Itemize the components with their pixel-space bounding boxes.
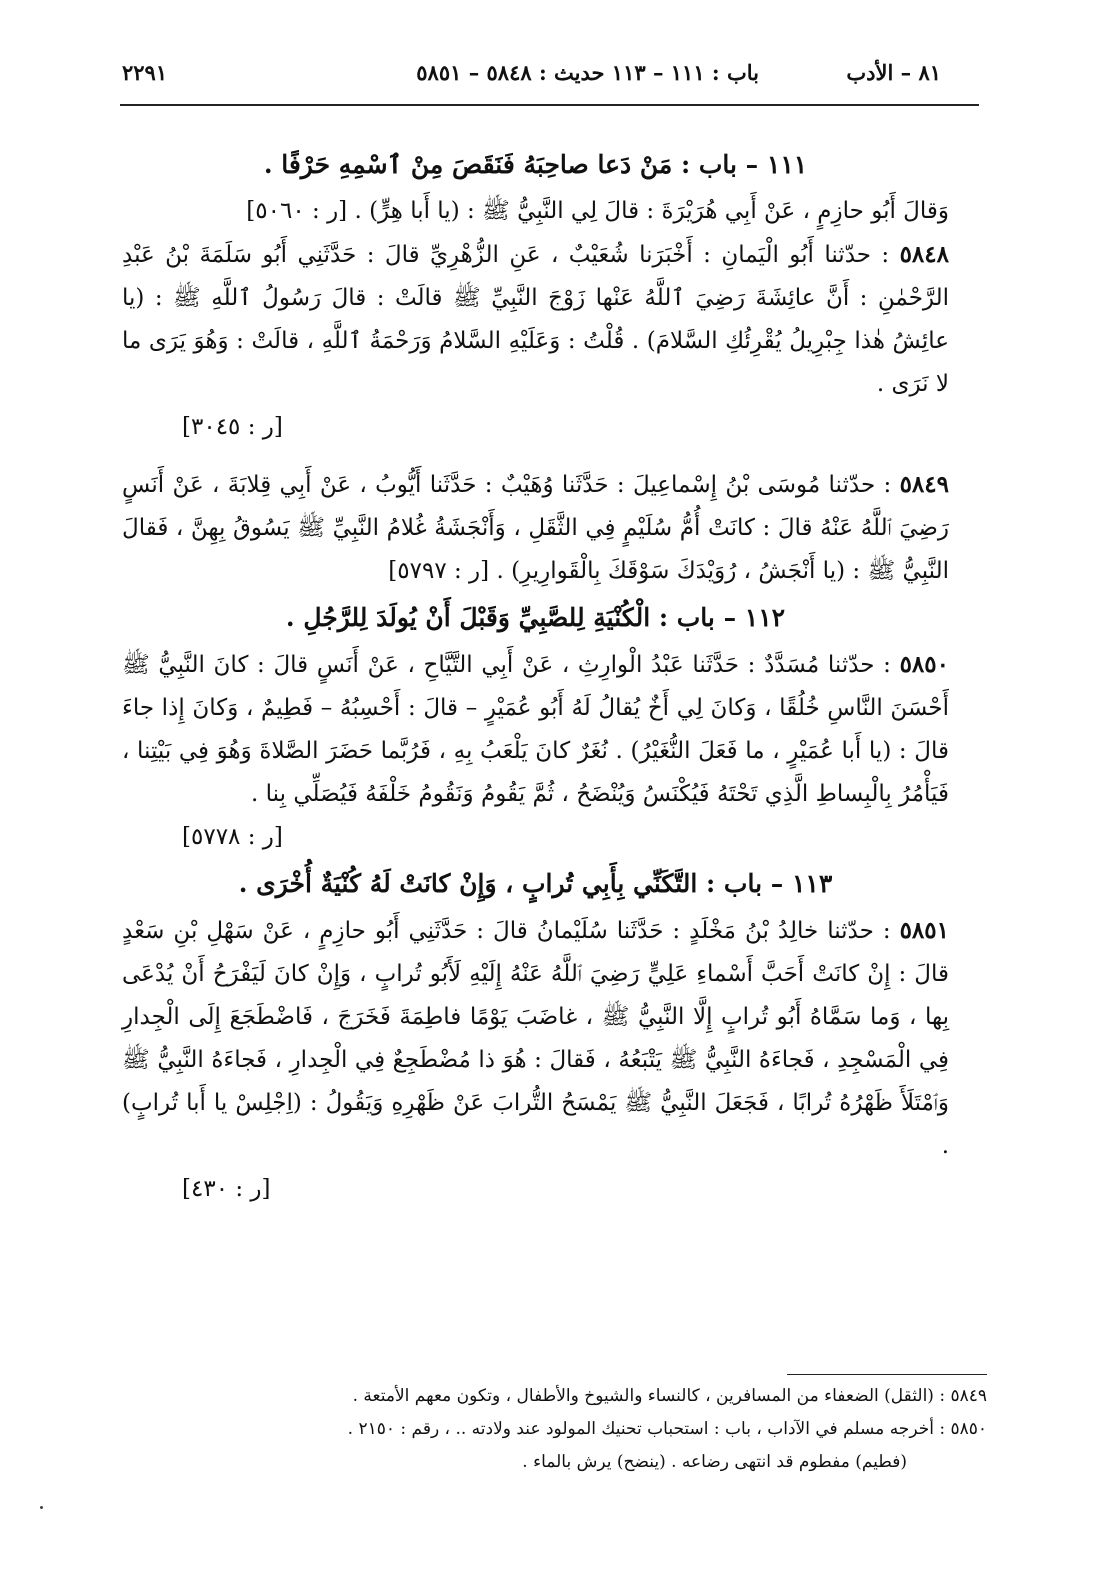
scan-speck [40, 1506, 43, 1509]
chapter-title-112: ١١٢ – باب : الْكُنْيَةِ لِلصَّبِيِّ وَقَبْلَ أَنْ يُولَدَ لِلرَّجُلِ . [285, 603, 786, 632]
chapter-intro-111: وَقالَ أَبُو حازِمٍ ، عَنْ أَبِي هُرَيْرَةَ : قالَ لِي النَّبِيُّ ﷺ : (يا أَبا هِرٍّ) . [ر : ٥٠٦٠] [246, 198, 949, 224]
header-divider [120, 104, 979, 106]
hadith-number: ٥٨٥١ [899, 917, 949, 944]
hadith-text: : حدّثنا خالِدُ بْنُ مَخْلَدٍ : حَدَّثَنا سُلَيْمانُ قالَ : حَدَّثَنِي أَبُو حازِمٍ ، عَنْ سَهْلِ بْنِ سَعْدٍ قالَ : إِنْ كانَتْ أَحَبَّ أَسْماءِ عَلِيٍّ رَضِيَ ٱللَّهُ عَنْهُ إِلَيْهِ لَأَبُو تُرابٍ ، وَإِنْ كانَ لَيَفْرَحُ أَنْ يُدْعَى بِها ، وَما سَمَّاهُ أَبُو تُرابٍ إِلَّا النَّبِيُّ ﷺ ، غاضَبَ يَوْمًا فاطِمَةَ فَخَرَجَ ، فَاضْطَجَعَ إِلَى الْجِدارِ فِي الْمَسْجِدِ ، فَجاءَهُ النَّبِيُّ ﷺ يَتْبَعُهُ ، فَقالَ : هُوَ ذا مُضْطَجِعٌ فِي الْجِدارِ ، فَجاءَهُ النَّبِيُّ ﷺ وَٱمْتَلَأَ ظَهْرُهُ تُرابًا ، فَجَعَلَ النَّبِيُّ ﷺ يَمْسَحُ التُّرابَ عَنْ ظَهْرِهِ وَيَقُولُ : (اِجْلِسْ يا أَبا تُرابٍ) . [122, 918, 949, 1159]
hadith-text: : حدّثنا أَبُو الْيَمانِ : أَخْبَرَنا شُعَيْبٌ ، عَنِ الزُّهْرِيِّ قالَ : حَدَّثَنِي أَبُو سَلَمَةَ بْنُ عَبْدِ الرَّحْمٰنِ : أَنَّ عائِشَةَ رَضِيَ ٱللَّهُ عَنْها زَوْجَ النَّبِيِّ ﷺ قالَتْ : قالَ رَسُولُ ٱللَّهِ ﷺ : (يا عائِشُ هٰذا جِبْرِيلُ يُقْرِئُكِ السَّلامَ) . قُلْتُ : وَعَلَيْهِ السَّلامُ وَرَحْمَةُ ٱللَّهِ ، قالَتْ : وَهُوَ يَرَى ما لا نَرَى . [122, 242, 949, 397]
hadith-reference: [ر : ٣٠٤٥] [182, 414, 283, 440]
hadith-reference: [ر : ٥٧٩٧] [388, 558, 490, 584]
hadith-5850 [122, 643, 949, 816]
chapter-title-111: ١١١ – باب : مَنْ دَعا صاحِبَهُ فَنَقَصَ مِنْ ٱسْمِهِ حَرْفًا . [263, 150, 808, 179]
hadith-reference: [ر : ٥٧٧٨] [182, 824, 283, 850]
chapter-title-113: ١١٣ – باب : التَّكَنِّي بِأَبِي تُرابٍ ، وَإِنْ كانَتْ لَهُ كُنْيَةٌ أُخْرَى . [238, 869, 833, 898]
hadith-number: ٥٨٤٩ [899, 471, 949, 498]
main-text [122, 140, 949, 1211]
spacer [122, 449, 949, 463]
hadith-number: ٥٨٤٨ [899, 241, 949, 268]
footnote-5849: ٥٨٤٩ : (الثقل) الضعفاء من المسافرين ، كالنساء والشيوخ والأطفال ، وتكون معهم الأمتعة . [352, 1386, 987, 1406]
hadith-5849 [122, 463, 949, 593]
footnote-divider [787, 1374, 987, 1375]
running-header [122, 52, 941, 92]
hadith-reference: [ر : ٤٣٠] [182, 1176, 271, 1202]
header-chapter: ٨١ – الأدب [846, 60, 941, 85]
footnotes [150, 1380, 987, 1479]
footnote-5850: ٥٨٥٠ : أخرجه مسلم في الآداب ، باب : استحباب تحنيك المولود عند ولادته .. ، رقم : ٢١٥٠ . [347, 1419, 987, 1439]
hadith-text: : حدّثنا مُوسَى بْنُ إِسْماعِيلَ : حَدَّثَنا وُهَيْبٌ : حَدَّثَنا أَيُّوبُ ، عَنْ أَبِي قِلابَةَ ، عَنْ أَنَسٍ رَضِيَ ٱللَّهُ عَنْهُ قالَ : كانَتْ أُمُّ سُلَيْمٍ فِي الثَّقَلِ ، وَأَنْجَشَةُ غُلامُ النَّبِيِّ ﷺ يَسُوقُ بِهِنَّ ، فَقالَ النَّبِيُّ ﷺ : (يا أَنْجَشُ ، رُوَيْدَكَ سَوْقَكَ بِالْقَوارِيرِ) . [122, 472, 949, 584]
page-number: ٢٢٩١ [122, 60, 168, 85]
header-references: باب : ١١١ – ١١٣ حديث : ٥٨٤٨ – ٥٨٥١ [416, 60, 759, 85]
hadith-number: ٥٨٥٠ [899, 651, 949, 678]
footnote-5850-glossary: (فطيم) مفطوم قد انتهى رضاعه . (ينضح) يرش بالماء . [522, 1452, 907, 1472]
hadith-text: : حدّثنا مُسَدَّدٌ : حَدَّثَنا عَبْدُ الْوارِثِ ، عَنْ أَبِي التَّيَّاحِ ، عَنْ أَنَسٍ قالَ : كانَ النَّبِيُّ ﷺ أَحْسَنَ النَّاسِ خُلُقًا ، وَكانَ لِي أَخٌ يُقالُ لَهُ أَبُو عُمَيْرٍ – قالَ : أَحْسِبُهُ – فَطِيمٌ ، وَكانَ إِذا جاءَ قالَ : (يا أَبا عُمَيْرٍ ، ما فَعَلَ النُّغَيْرُ) . نُغَرٌ كانَ يَلْعَبُ بِهِ ، فَرُبَّما حَضَرَ الصَّلاةَ وَهُوَ فِي بَيْتِنا ، فَيَأْمُرُ بِالْبِساطِ الَّذِي تَحْتَهُ فَيُكْنَسُ وَيُنْضَحُ ، ثُمَّ يَقُومُ وَنَقُومُ خَلْفَهُ فَيُصَلِّي بِنا . [122, 652, 949, 807]
hadith-5848 [122, 233, 949, 406]
hadith-5851 [122, 909, 949, 1168]
